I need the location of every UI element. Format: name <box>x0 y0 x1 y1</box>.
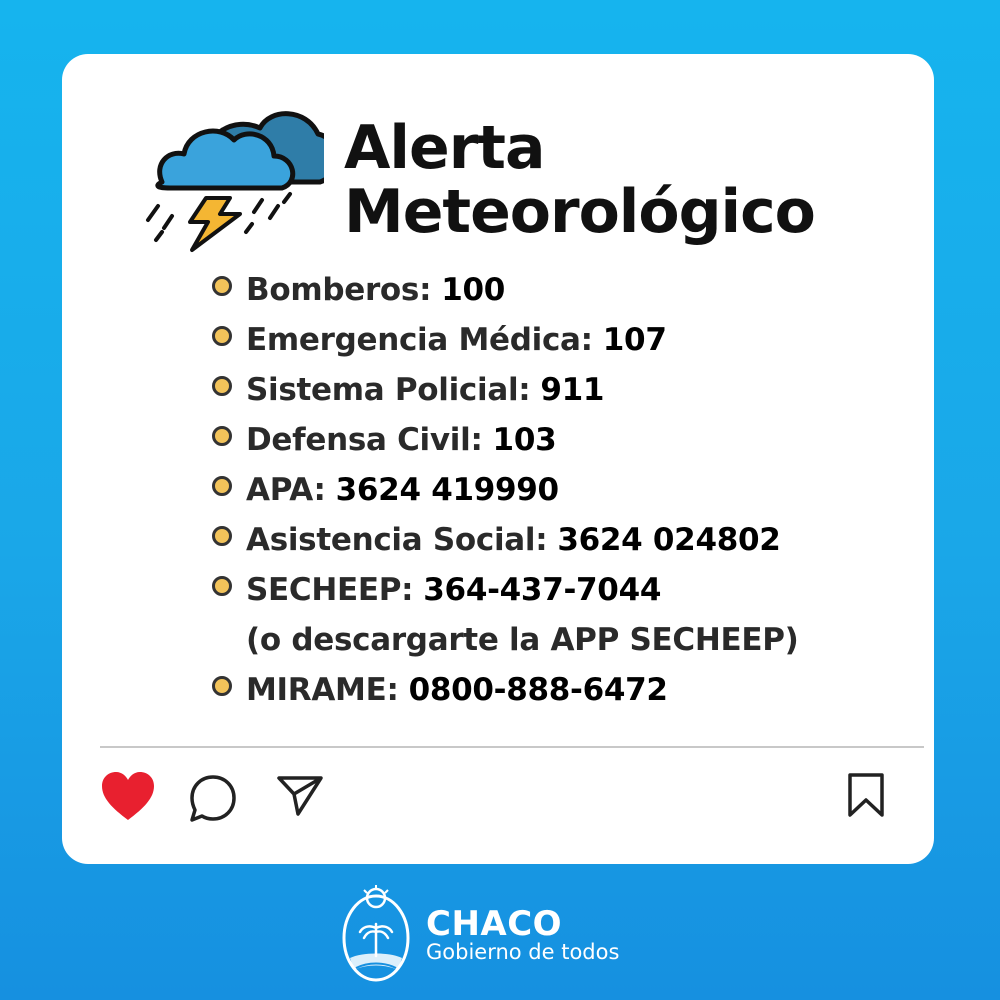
contact-item-mirame <box>212 672 799 722</box>
contact-number: 911 <box>540 372 605 408</box>
contact-number: 3624 419990 <box>335 472 559 508</box>
bullet-icon <box>212 476 232 496</box>
contact-number: 107 <box>602 322 667 358</box>
contact-label: APA: <box>246 472 326 508</box>
title-line-2: Meteorológico <box>344 177 815 247</box>
contact-number: 0800-888-6472 <box>408 672 668 708</box>
bullet-icon <box>212 676 232 696</box>
contact-item-defensa-civil <box>212 422 799 472</box>
contact-number: 3624 024802 <box>557 522 781 558</box>
brand-tagline: Gobierno de todos <box>426 940 620 964</box>
contact-label: MIRAME: <box>246 672 399 708</box>
save-button[interactable] <box>846 772 886 822</box>
comment-button[interactable] <box>188 774 238 828</box>
bookmark-icon <box>846 772 886 818</box>
contact-number: 364-437-7044 <box>423 572 662 608</box>
brand-footer <box>340 884 680 984</box>
contact-item-bomberos <box>212 272 799 322</box>
alert-title <box>344 113 815 247</box>
contact-item-emergencia-medica <box>212 322 799 372</box>
storm-cloud-icon <box>134 94 324 254</box>
contact-label: Bomberos: <box>246 272 432 308</box>
chaco-seal-icon <box>340 884 412 984</box>
emergency-contact-list <box>212 272 799 722</box>
bullet-icon <box>212 576 232 596</box>
contact-label: Defensa Civil: <box>246 422 483 458</box>
share-button[interactable] <box>276 774 324 822</box>
contact-number: 100 <box>441 272 505 308</box>
contact-item-apa <box>212 472 799 522</box>
contact-item-asistencia-social <box>212 522 799 572</box>
contact-item-secheep <box>212 572 799 622</box>
secheep-app-note: (o descargarte la APP SECHEEP) <box>246 622 799 658</box>
contact-label: Emergencia Médica: <box>246 322 593 358</box>
contact-item-sistema-policial <box>212 372 799 422</box>
divider <box>100 746 924 748</box>
bullet-icon <box>212 426 232 446</box>
bullet-icon <box>212 326 232 346</box>
bullet-icon <box>212 276 232 296</box>
like-button[interactable] <box>100 770 156 826</box>
comment-icon <box>188 774 238 824</box>
heart-icon <box>100 770 156 822</box>
post-card <box>62 54 934 864</box>
title-line-1: Alerta <box>344 113 545 183</box>
brand-name: CHACO <box>426 904 563 944</box>
bullet-icon <box>212 526 232 546</box>
contact-label: Asistencia Social: <box>246 522 548 558</box>
bullet-icon <box>212 376 232 396</box>
contact-label: SECHEEP: <box>246 572 414 608</box>
post-actions-bar <box>100 766 886 826</box>
contact-number: 103 <box>492 422 557 458</box>
send-icon <box>276 774 324 818</box>
contact-label: Sistema Policial: <box>246 372 531 408</box>
